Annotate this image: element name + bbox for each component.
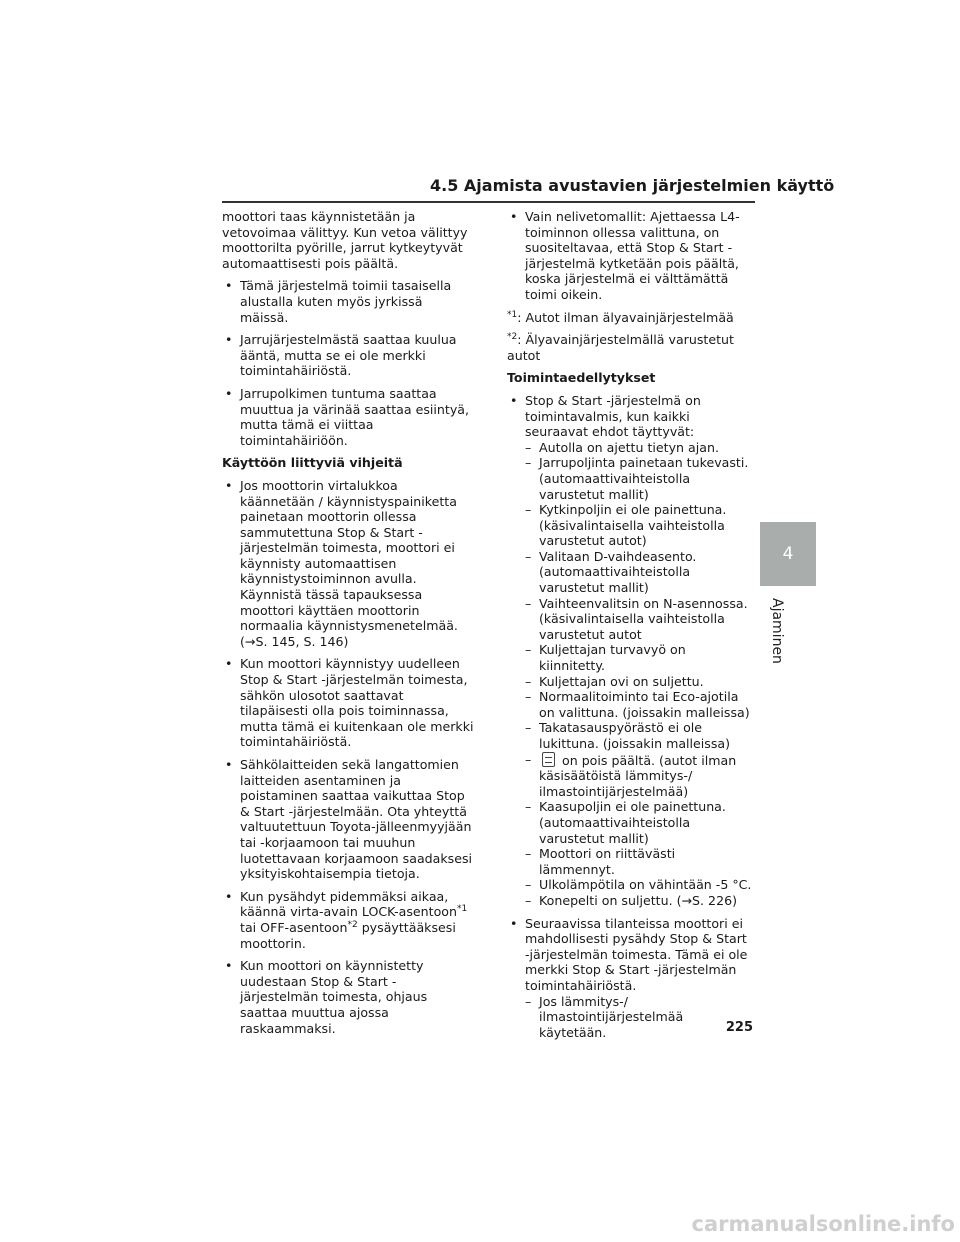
- conditions-list: [507, 393, 753, 1040]
- climate-control-icon: [542, 752, 555, 767]
- condition-item: – Kaasupoljin ei ole painettuna. (automaattivaihteistolla varustetut mallit): [525, 799, 726, 846]
- footnote-ref-2: *2: [347, 919, 358, 930]
- tip-item: • Kun moottori on käynnistetty uudestaan Stop & Start -järjestelmän toimesta, ohjaus saattaa muuttua ajossa raskaammaksi.: [225, 958, 428, 1036]
- condition-item: – Kuljettajan turvavyö on kiinnitetty.: [525, 642, 686, 674]
- condition-item: – Konepelti on suljettu. (→S. 226): [525, 892, 738, 908]
- tip-item: • Kun moottori käynnistyy uudelleen Stop & Start -järjestelmän toimesta, sähkön ulosotot saattavat tilapäisesti olla pois toiminnassa, mutta tämä ei kuitenkaan ole merkki toimintahäiriöstä.: [225, 656, 474, 750]
- footnote-ref-1: *1: [456, 904, 468, 915]
- tips-list: [222, 478, 474, 1036]
- tip-item: • Sähkölaitteiden sekä langattomien laitteiden asentaminen ja poistaminen saattaa vaikuttaa Stop & Start -järjestelmään. Ota yhteyttä valtuutettuun Toyota-jälleenmyyjään tai -korjaamoon tai muuhun luotettavaan korjaamoon saadaksesi yksityiskohtaisempia tietoja.: [225, 757, 473, 882]
- bullet-item: • Jarrupolkimen tuntuma saattaa muuttua ja värinää saattaa esiintyä, mutta tämä ei viittaa toimintahäiriöön.: [225, 385, 470, 448]
- header-divider: [222, 201, 755, 203]
- intro-paragraph: moottori taas käynnistetään ja vetovoimaa välittyy. Kun vetoa välittyy moottorilta pyörille, jarrut kytkeytyvät automaattisesti pois päältä.: [222, 209, 468, 271]
- condition-item: – Takatasauspyörästö ei ole lukittuna. (joissakin malleissa): [525, 720, 731, 751]
- condition-item: – Kytkinpoljin ei ole painettuna. (käsivalintaisella vaihteistolla varustetut autot): [525, 502, 727, 549]
- awd-note: • Vain nelivetomallit: Ajettaessa L4-toiminnon ollessa valittuna, on suositeltavaa, että Stop & Start -järjestelmä kytketään pois päältä, koska järjestelmä ei välttämättä toimi oikein.: [510, 209, 740, 302]
- condition-item: – on pois päältä. (autot ilman käsisäätöistä lämmitys-/ ilmastointijärjestelmää): [525, 751, 737, 799]
- footnote-2: $^{*2}$: Älyavainjärjestelmällä varustetut autot: [507, 332, 734, 363]
- page-number: 225: [725, 1020, 753, 1035]
- watermark: carmanualsonline.info: [691, 1212, 955, 1236]
- condition-item: – Vaihteenvalitsin on N-asennossa. (käsivalintaisella vaihteistolla varustetut autot: [525, 595, 748, 642]
- condition-item: – Jarrupoljinta painetaan tukevasti. (automaattivaihteistolla varustetut mallit): [525, 455, 749, 502]
- left-column: [222, 209, 474, 1043]
- conditions-item: • Stop & Start -järjestelmä on toimintavalmis, kun kaikki seuraavat ehdot täyttyvät: – Autolla on ajettu tietyn ajan. – Jarrupoljinta painetaan tukevasti. (automaattivaihteistolla varustetut mallit) – Kytkinpoljin ei ole painettuna. (käsivalintaisella vaihteistolla varustetut autot) – Valitaan D-vaihdeasento. (automaattivaihteistolla varustetut mallit) – Vaihteenvalitsin on N-asennossa. (käsivalintaisella vaihteistolla varustetut autot – Kuljettajan turvavyö on kiinnitetty. – Kuljettajan ovi on suljettu. – Normaalitoiminto tai Eco-ajotila on valittuna. (joissakin malleissa) – Takatasauspyörästö ei ole lukittuna. (joissakin malleissa) – on pois päältä. (autot ilman käsisäätöistä lämmitys-/ ilmastointijärjestelmää) – Kaasupoljin ei ole painettuna. (automaattivaihteistolla varustetut mallit) – Moottori on riittävästi lämmennyt. – Ulkolämpötila on vähintään -5 °C. – Konepelti on suljettu. (→S. 226): [510, 392, 752, 908]
- tip-item: • Jos moottorin virtalukkoa käännetään / käynnistyspainiketta painetaan moottorin ollessa sammutettuna Stop & Start -järjestelmän toimesta, moottori ei käynnisty automaattisen käynnistystoiminnon avulla. Käynnistä tässä tapauksessa moottori käyttäen moottorin normaalia käynnistysmenetelmää. (→S. 145, S. 146): [225, 477, 458, 649]
- chapter-label: Ajaminen: [769, 598, 785, 664]
- left-bullet-list: [222, 278, 474, 448]
- condition-item: – Ulkolämpötila on vähintään -5 °C.: [525, 877, 752, 893]
- section-title: 4.5 Ajamista avustavien järjestelmien käyttö: [430, 176, 835, 195]
- chapter-tab: 4: [760, 522, 816, 586]
- condition-item: – Autolla on ajettu tietyn ajan.: [525, 439, 719, 455]
- condition-item: – Jos lämmitys-/ ilmastointijärjestelmää käytetään.: [525, 993, 684, 1040]
- tips-heading: Käyttöön liittyviä vihjeitä: [222, 455, 403, 471]
- condition-item: – Moottori on riittävästi lämmennyt.: [525, 846, 676, 877]
- condition-item: – Normaalitoiminto tai Eco-ajotila on valittuna. (joissakin malleissa): [525, 689, 750, 720]
- conditions-heading: Toimintaedellytykset: [507, 370, 656, 386]
- right-column: [507, 209, 753, 1047]
- condition-item: – Kuljettajan ovi on suljettu.: [525, 673, 704, 689]
- conditions-sublist: [525, 440, 753, 909]
- bullet-item: • Jarrujärjestelmästä saattaa kuulua ääntä, mutta se ei ole merkki toimintahäiriöstä.: [225, 332, 457, 379]
- footnote-1: $^{*1}$: Autot ilman älyavainjärjestelmää: [507, 309, 734, 325]
- bullet-item: • Tämä järjestelmä toimii tasaisella alustalla kuten myös jyrkissä mäissä.: [225, 278, 452, 325]
- condition-item: – Valitaan D-vaihdeasento. (automaattivaihteistolla varustetut mallit): [525, 548, 697, 596]
- stop-note: • Seuraavissa tilanteissa moottori ei mahdollisesti pysähdy Stop & Start -järjestelmän toimesta. Tämä ei ole merkki Stop & Start -järjestelmän toimintahäiriöstä. – Jos lämmitys-/ ilmastointijärjestelmää käytetään.: [507, 916, 753, 1041]
- tip-item: • Kun pysähdyt pidemmäksi aikaa, käännä virta-avain LOCK-asentoon$^{*1}$ tai OFF-asentoon$^{*2}$ pysäyttääksesi moottorin.: [225, 888, 468, 951]
- right-bullet-list: [507, 209, 753, 303]
